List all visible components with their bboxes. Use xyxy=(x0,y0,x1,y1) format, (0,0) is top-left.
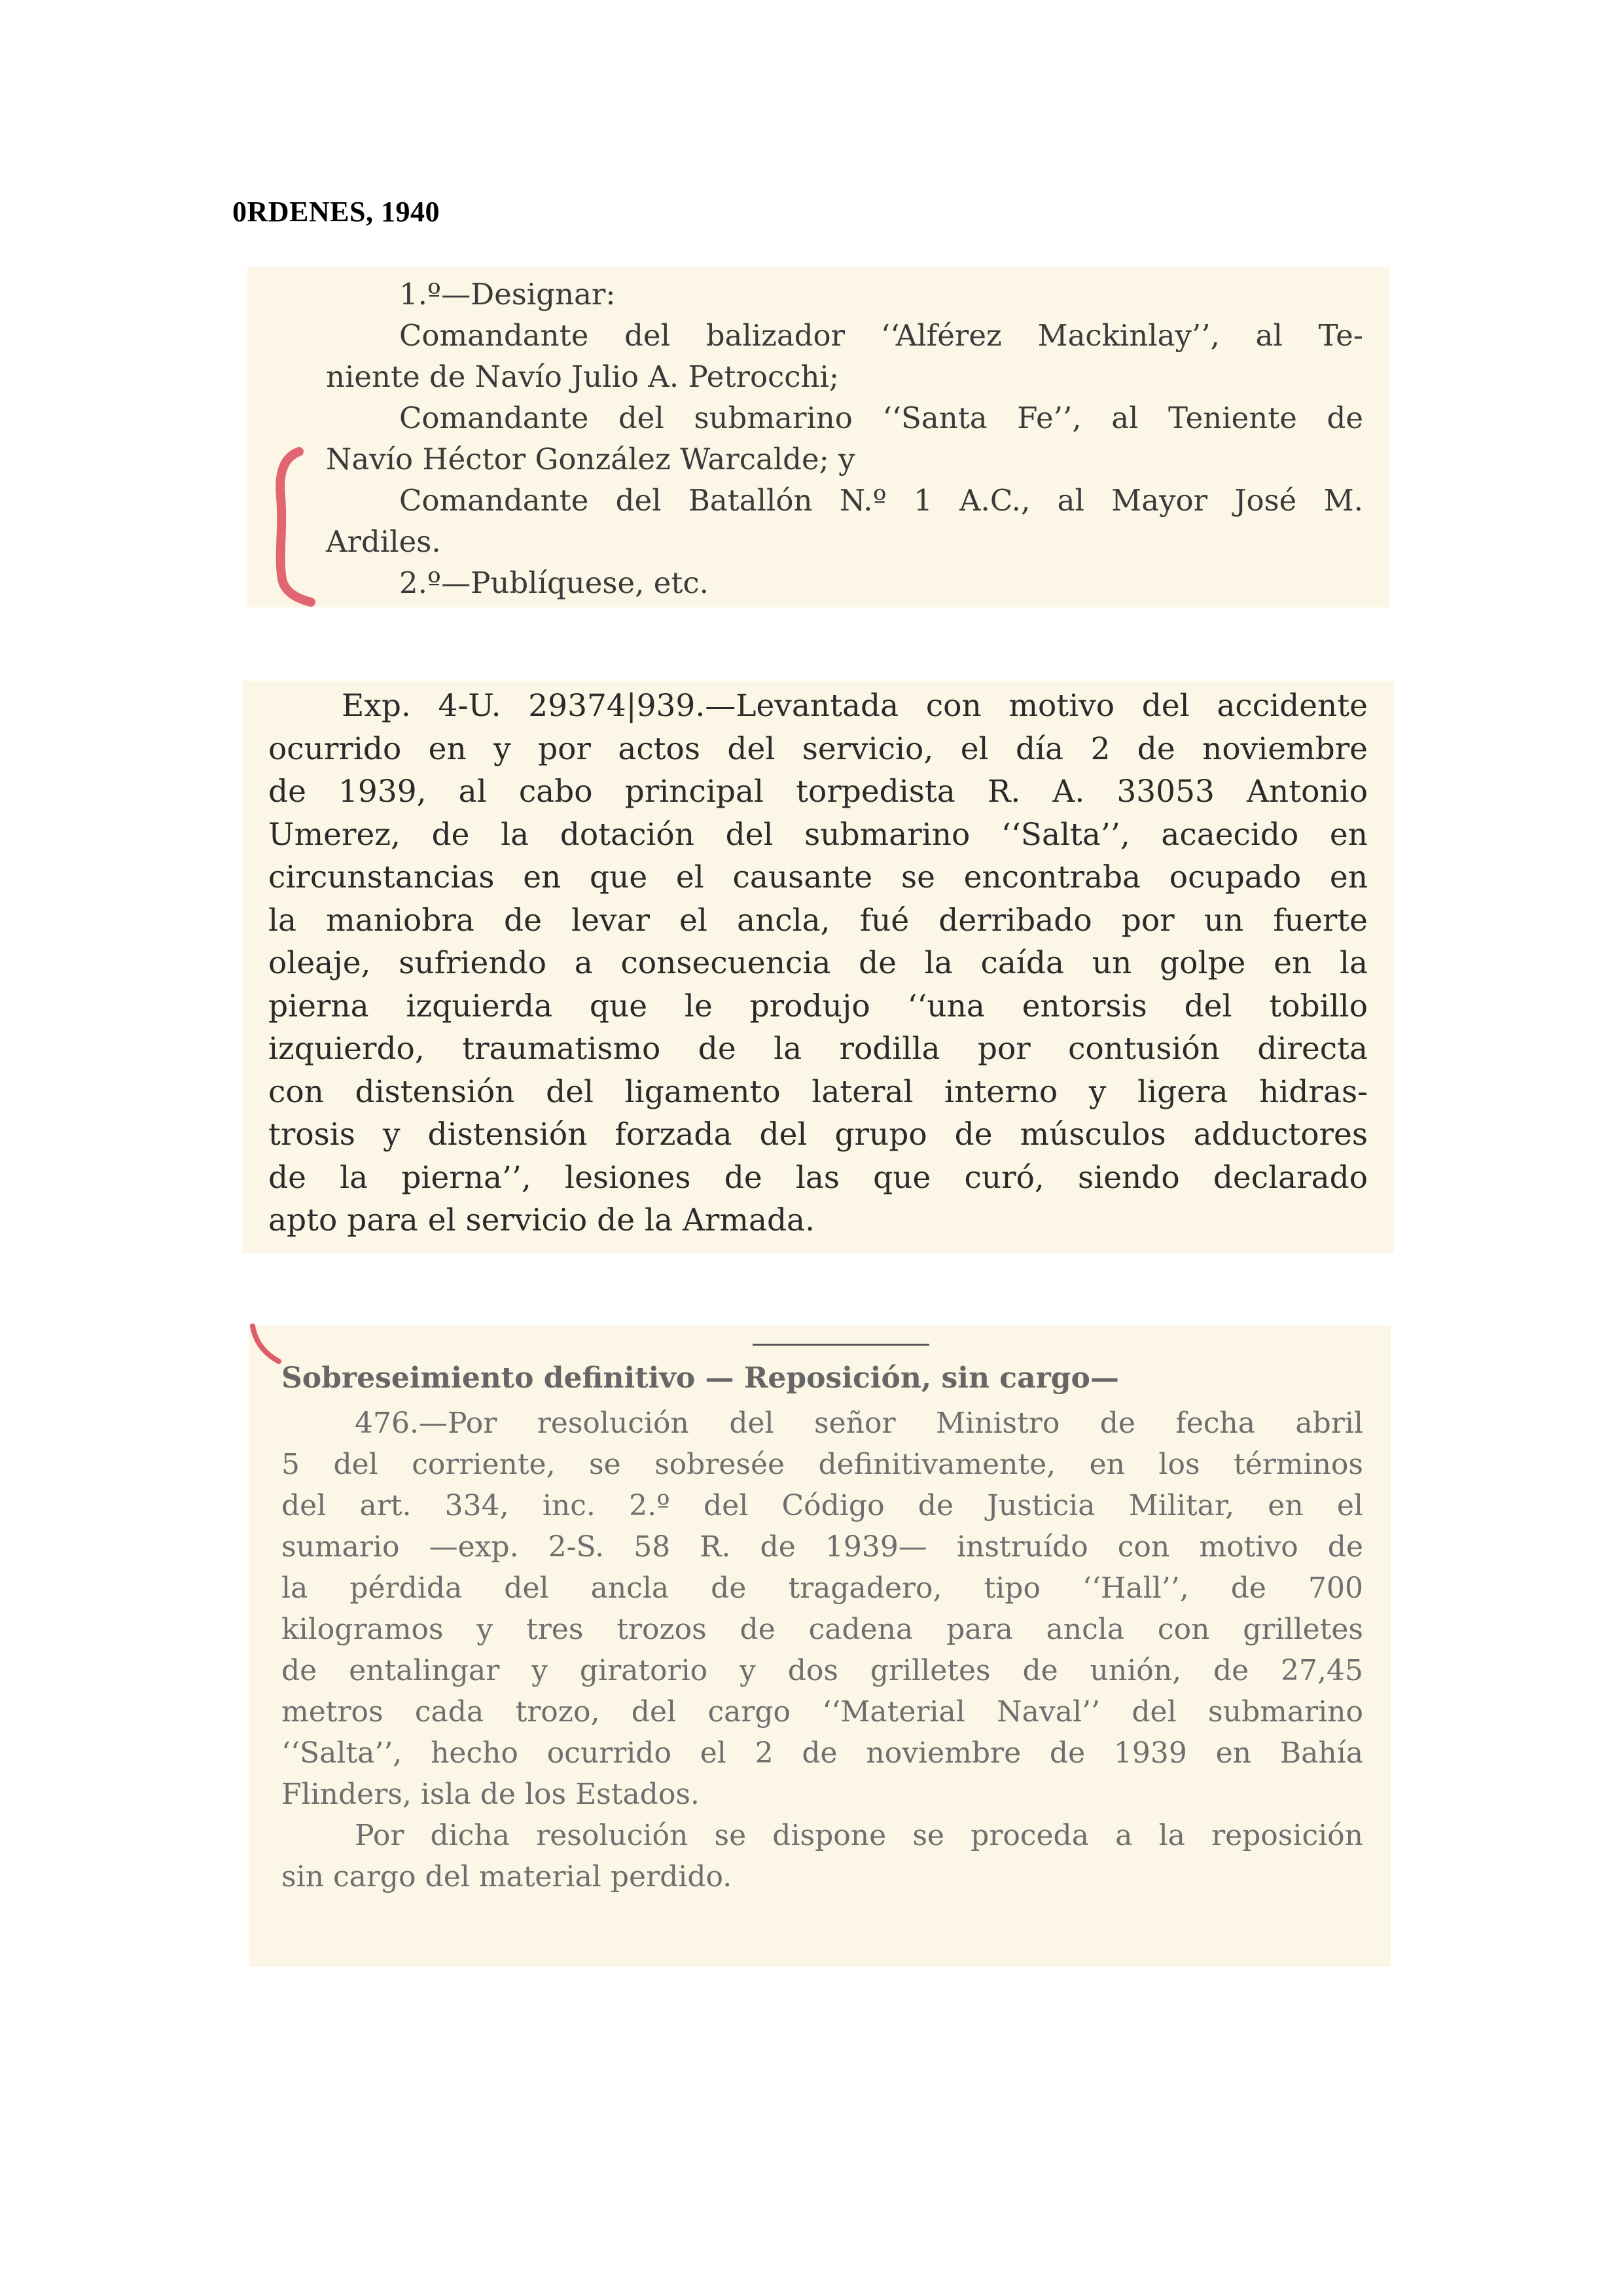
divider-rule xyxy=(753,1344,929,1346)
text-line: Comandante del submarino ‘‘Santa Fe’’, al Teniente de xyxy=(399,401,1363,435)
text-line: circunstancias en que el causante se encontraba ocupado en xyxy=(268,859,1368,895)
text-line: niente de Navío Julio A. Petrocchi; xyxy=(326,359,839,394)
text-line: Comandante del balizador ‘‘Alférez Mackinlay’’, al Te- xyxy=(399,318,1363,353)
text-line: la pérdida del ancla de tragadero, tipo ‘‘Hall’’, de 700 xyxy=(281,1571,1363,1605)
text-line: 5 del corriente, se sobresée definitivamente, en los términos xyxy=(281,1448,1363,1481)
text-line: trosis y distensión forzada del grupo de músculos adductores xyxy=(268,1117,1368,1153)
text-line: kilogramos y tres trozos de cadena para ancla con grilletes xyxy=(281,1613,1363,1646)
text-line: ‘‘Salta’’, hecho ocurrido el 2 de noviembre de 1939 en Bahía xyxy=(281,1736,1363,1770)
text-line: Navío Héctor González Warcalde; y xyxy=(326,442,855,476)
text-line: la maniobra de levar el ancla, fué derribado por un fuerte xyxy=(268,902,1368,939)
text-line: oleaje, sufriendo a consecuencia de la caída un golpe en la xyxy=(268,945,1368,981)
clipping-designations xyxy=(247,267,1389,607)
text-line: Flinders, isla de los Estados. xyxy=(281,1778,700,1811)
text-line: sumario —exp. 2-S. 58 R. de 1939— instruído con motivo de xyxy=(281,1530,1363,1564)
text-line: Umerez, de la dotación del submarino ‘‘Salta’’, acaecido en xyxy=(268,816,1368,853)
text-line: de entalingar y giratorio y dos grilletes de unión, de 27,45 xyxy=(281,1654,1363,1687)
clipping-accident-report xyxy=(242,681,1394,1253)
text-line: 2.º—Publíquese, etc. xyxy=(399,565,709,600)
text-line: con distensión del ligamento lateral interno y ligera hidras- xyxy=(268,1073,1368,1110)
clipping-dismissal xyxy=(249,1325,1391,1967)
text-line: izquierdo, traumatismo de la rodilla por contusión directa xyxy=(268,1031,1368,1067)
text-line: metros cada trozo, del cargo ‘‘Material Naval’’ del submarino xyxy=(281,1695,1363,1729)
red-bracket-mark xyxy=(259,445,317,609)
text-line: Comandante del Batallón N.º 1 A.C., al Mayor José M. xyxy=(399,483,1363,518)
text-line: ocurrido en y por actos del servicio, el día 2 de noviembre xyxy=(268,730,1368,767)
text-line: de la pierna’’, lesiones de las que curó, siendo declarado xyxy=(268,1159,1368,1196)
text-line: del art. 334, inc. 2.º del Código de Justicia Militar, en el xyxy=(281,1489,1363,1522)
section-title: Sobreseimiento definitivo — Reposición, sin cargo— xyxy=(281,1361,1119,1395)
text-line: Por dicha resolución se dispone se proceda a la reposición xyxy=(355,1819,1363,1852)
red-tick-mark xyxy=(247,1322,287,1368)
text-line: Exp. 4-U. 29374|939.—Levantada con motivo del accidente xyxy=(342,688,1368,724)
page-heading: 0RDENES, 1940 xyxy=(232,196,440,228)
text-line: apto para el servicio de la Armada. xyxy=(268,1202,815,1238)
text-line: pierna izquierda que le produjo ‘‘una entorsis del tobillo xyxy=(268,988,1368,1024)
text-line: sin cargo del material perdido. xyxy=(281,1860,732,1893)
text-line: de 1939, al cabo principal torpedista R. A. 33053 Antonio xyxy=(268,774,1368,810)
text-line: 476.—Por resolución del señor Ministro de fecha abril xyxy=(355,1407,1363,1440)
text-line: 1.º—Designar: xyxy=(399,277,616,312)
text-line: Ardiles. xyxy=(326,524,441,559)
